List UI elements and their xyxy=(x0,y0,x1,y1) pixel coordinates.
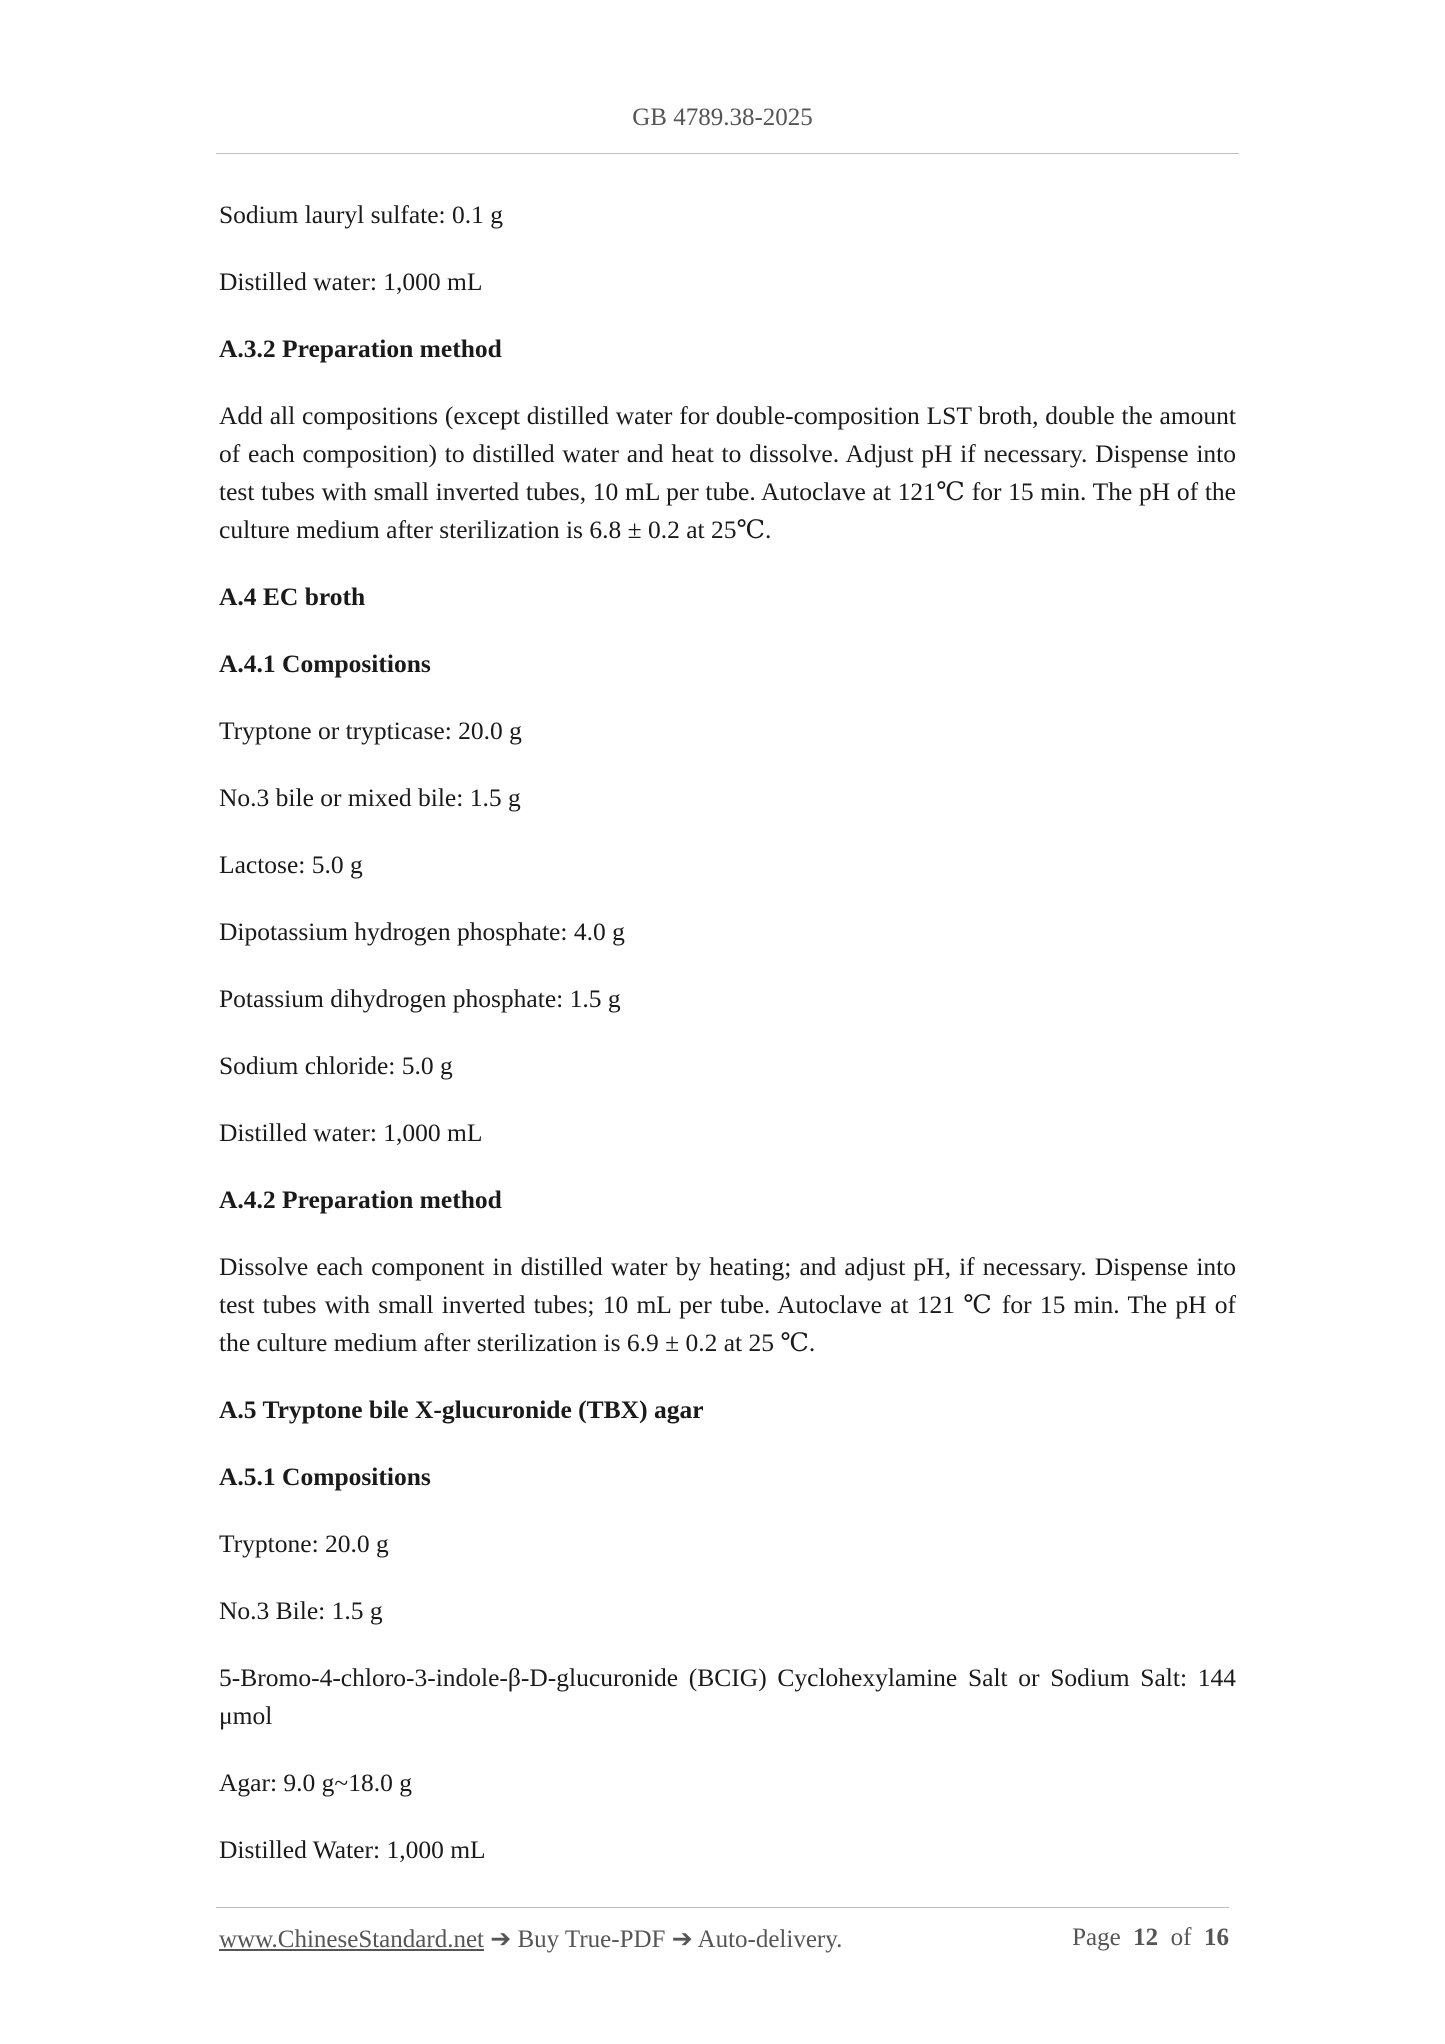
composition-line: Lactose: 5.0 g xyxy=(219,850,363,879)
section-heading-a51: A.5.1 Compositions xyxy=(219,1462,431,1491)
footer-rule xyxy=(216,1907,1229,1908)
page-total: 16 xyxy=(1204,1924,1229,1951)
composition-line: Tryptone or trypticase: 20.0 g xyxy=(219,716,522,745)
composition-line: Distilled water: 1,000 mL xyxy=(219,267,483,296)
footer-buy-text: Buy True-PDF xyxy=(517,1926,666,1953)
composition-line: No.3 bile or mixed bile: 1.5 g xyxy=(219,783,521,812)
composition-line: Sodium chloride: 5.0 g xyxy=(219,1051,453,1080)
paragraph-a32: Add all compositions (except distilled water for double-composition LST broth, double the amount of each composition) to distilled water and heat to dissolve. Adjust pH if necessary. Dispense into test tubes with small inverted tubes, 10 mL per tube. Autoclave at 121℃ for 15 min. The pH of the culture medium after sterilization is 6.8 ± 0.2 at 25℃. xyxy=(219,401,1236,544)
composition-line: No.3 Bile: 1.5 g xyxy=(219,1596,383,1625)
footer-delivery-text: Auto-delivery. xyxy=(697,1926,843,1953)
arrow-icon: ➔ xyxy=(671,1926,693,1953)
composition-line: Dipotassium hydrogen phosphate: 4.0 g xyxy=(219,917,625,946)
page-header-title: GB 4789.38-2025 xyxy=(632,104,813,131)
footer-link[interactable]: www.ChineseStandard.net xyxy=(219,1926,484,1953)
section-heading-a42: A.4.2 Preparation method xyxy=(219,1185,502,1214)
page-indicator xyxy=(1072,1924,1229,1952)
arrow-icon: ➔ xyxy=(490,1926,512,1953)
composition-line: Tryptone: 20.0 g xyxy=(219,1529,389,1558)
composition-line: Distilled water: 1,000 mL xyxy=(219,1118,483,1147)
section-heading-a5: A.5 Tryptone bile X-glucuronide (TBX) agar xyxy=(219,1395,704,1424)
section-heading-a41: A.4.1 Compositions xyxy=(219,649,431,678)
page-label: Page xyxy=(1072,1924,1121,1951)
header-rule xyxy=(216,153,1239,154)
paragraph-a42: Dissolve each component in distilled water by heating; and adjust pH, if necessary. Dispense into test tubes with small inverted tubes; 10 mL per tube. Autoclave at 121 ℃ for 15 min. The pH of the culture medium after sterilization is 6.9 ± 0.2 at 25 ℃. xyxy=(219,1252,1236,1357)
composition-line: 5-Bromo-4-chloro-3-indole-β-D-glucuronide (BCIG) Cyclohexylamine Salt or Sodium Salt: 144 μmol xyxy=(219,1663,1236,1730)
composition-line: Distilled Water: 1,000 mL xyxy=(219,1835,486,1864)
composition-line: Potassium dihydrogen phosphate: 1.5 g xyxy=(219,984,621,1013)
page-content xyxy=(219,196,1236,1898)
composition-line: Sodium lauryl sulfate: 0.1 g xyxy=(219,200,504,229)
section-heading-a32: A.3.2 Preparation method xyxy=(219,334,502,363)
page-current: 12 xyxy=(1133,1924,1159,1951)
of-label: of xyxy=(1170,1924,1192,1951)
composition-line: Agar: 9.0 g~18.0 g xyxy=(219,1768,412,1797)
page-footer xyxy=(219,1924,1229,1954)
section-heading-a4: A.4 EC broth xyxy=(219,582,366,611)
